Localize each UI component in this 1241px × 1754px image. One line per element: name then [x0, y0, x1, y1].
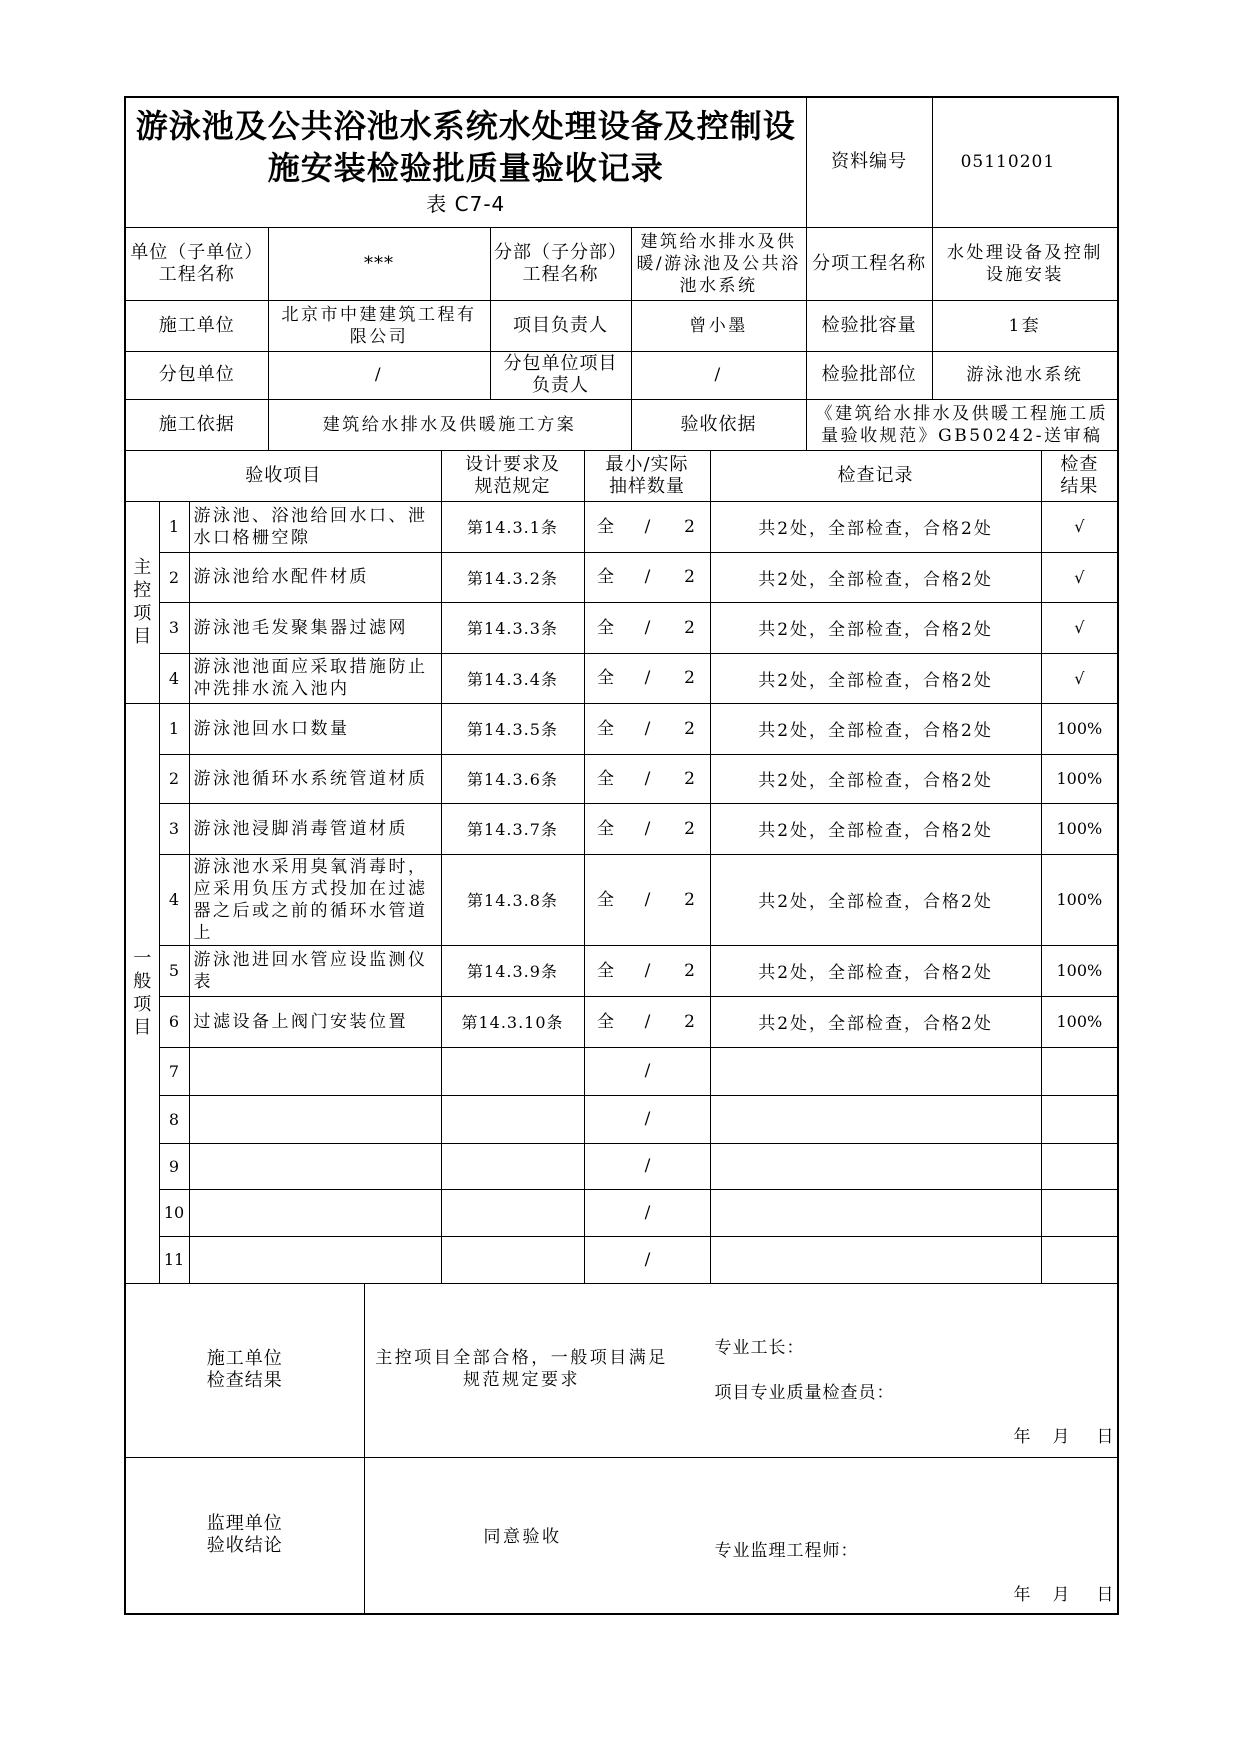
general-item-row	[125, 703, 1118, 754]
check-result: √	[1041, 602, 1118, 653]
sample-quantity-grid	[585, 1108, 710, 1130]
item-description: 游泳池回水口数量	[189, 703, 441, 754]
contractor-check-row	[125, 1283, 1118, 1457]
item-number: 8	[159, 1095, 189, 1143]
check-record: 共2处，全部检查，合格2处	[710, 653, 1041, 703]
item-number: 11	[159, 1236, 189, 1283]
contractor-value: 北京市中建建筑工程有限公司	[268, 300, 490, 351]
form-number: 表 C7-4	[426, 192, 506, 217]
sample-min: 全	[597, 960, 614, 981]
check-record: 共2处，全部检查，合格2处	[710, 945, 1041, 996]
sample-separator: /	[644, 1202, 651, 1223]
item-description	[189, 1189, 441, 1236]
sample-actual	[669, 1108, 711, 1130]
sample-quantity	[584, 1095, 710, 1143]
sample-actual	[669, 1249, 711, 1271]
sample-min: 全	[597, 516, 614, 537]
sample-quantity-grid	[585, 617, 710, 639]
main-control-row	[125, 552, 1118, 602]
spec-clause: 第14.3.1条	[441, 501, 584, 552]
sample-quantity-grid	[585, 768, 710, 790]
check-result: 100%	[1041, 754, 1118, 803]
project-row	[125, 227, 1118, 300]
item-number: 2	[159, 754, 189, 803]
sample-actual: 2	[684, 960, 695, 981]
date-day-label: 日	[1096, 1584, 1115, 1605]
general-item-row	[125, 1047, 1118, 1095]
check-result	[1041, 1095, 1118, 1143]
sample-actual	[669, 1060, 711, 1082]
inspection-record-table	[124, 96, 1119, 1615]
check-result	[1041, 1189, 1118, 1236]
sample-quantity	[584, 1047, 710, 1095]
sample-quantity	[584, 602, 710, 653]
subcontractor-row	[125, 351, 1118, 399]
general-item-row	[125, 996, 1118, 1047]
unit-project-value: ***	[268, 227, 490, 300]
form-title-cell	[125, 97, 806, 227]
check-record: 共2处，全部检查，合格2处	[710, 602, 1041, 653]
supervisor-conclusion: 同意验收	[483, 1526, 562, 1547]
construction-basis-value: 建筑给水排水及供暖施工方案	[268, 399, 631, 450]
check-record: 共2处，全部检查，合格2处	[710, 996, 1041, 1047]
general-item-row	[125, 1189, 1118, 1236]
sample-min: 全	[597, 889, 614, 910]
check-record	[710, 1095, 1041, 1143]
project-manager-label: 项目负责人	[490, 300, 631, 351]
check-result: 100%	[1041, 996, 1118, 1047]
check-record	[710, 1143, 1041, 1189]
sample-quantity-grid	[585, 1155, 710, 1177]
spec-clause: 第14.3.10条	[441, 996, 584, 1047]
sample-actual: 2	[684, 617, 695, 638]
sample-min: 全	[597, 718, 614, 739]
supervisor-check-label: 监理单位验收结论	[206, 1513, 283, 1557]
column-header-item: 验收项目	[125, 450, 441, 501]
check-result: 100%	[1041, 803, 1118, 854]
general-item-row	[125, 754, 1118, 803]
spec-clause: 第14.3.3条	[441, 602, 584, 653]
item-description	[189, 1236, 441, 1283]
column-header-row	[125, 450, 1118, 501]
quality-inspector-signature-label: 项目专业质量检查员：	[714, 1383, 895, 1403]
check-result	[1041, 1143, 1118, 1189]
check-result: 100%	[1041, 703, 1118, 754]
item-number: 2	[159, 552, 189, 602]
sample-actual	[669, 1202, 711, 1224]
sample-quantity-grid	[585, 1249, 710, 1271]
general-item-row	[125, 803, 1118, 854]
check-result	[1041, 1047, 1118, 1095]
sample-quantity-grid	[585, 667, 710, 689]
check-result: 100%	[1041, 945, 1118, 996]
check-record: 共2处，全部检查，合格2处	[710, 552, 1041, 602]
contractor-label: 施工单位	[125, 300, 268, 351]
date-month-label: 月	[1052, 1427, 1071, 1447]
sample-separator: /	[644, 516, 651, 537]
contractor-check-label: 施工单位检查结果	[206, 1348, 283, 1391]
sample-quantity-grid	[585, 1060, 710, 1082]
item-description: 游泳池、浴池给回水口、泄水口格栅空隙	[189, 501, 441, 552]
record-no-value: 05110201	[932, 97, 1118, 227]
sample-separator: /	[644, 768, 651, 789]
construction-basis-label: 施工依据	[125, 399, 268, 450]
sample-quantity	[584, 854, 710, 945]
sample-quantity	[584, 552, 710, 602]
sample-quantity	[584, 996, 710, 1047]
item-number: 1	[159, 501, 189, 552]
item-description	[189, 1095, 441, 1143]
contractor-check-label-cell	[125, 1283, 364, 1457]
sample-min: 全	[597, 617, 614, 638]
item-description: 游泳池毛发聚集器过滤网	[189, 602, 441, 653]
column-header-record: 检查记录	[710, 450, 1041, 501]
sample-actual: 2	[684, 567, 695, 587]
sign-off-section	[125, 1283, 1118, 1614]
item-number: 5	[159, 945, 189, 996]
batch-capacity-label: 检验批容量	[806, 300, 932, 351]
sub-item-value: 水处理设备及控制设施安装	[932, 227, 1118, 300]
spec-clause: 第14.3.6条	[441, 754, 584, 803]
contractor-conclusion: 主控项目全部合格，一般项目满足规范规定要求	[375, 1348, 668, 1390]
sample-actual: 2	[684, 718, 695, 739]
form-title-line-2: 施安装检验批质量验收记录	[267, 149, 664, 188]
date-year-label: 年	[1013, 1584, 1032, 1605]
sample-quantity	[584, 803, 710, 854]
check-record	[710, 1189, 1041, 1236]
supervising-engineer-signature-label: 专业监理工程师：	[714, 1540, 859, 1561]
spec-clause: 第14.3.8条	[441, 854, 584, 945]
sample-min	[585, 1155, 627, 1177]
sample-min	[585, 1060, 627, 1082]
project-manager-value: 曾小墨	[631, 300, 806, 351]
sample-actual: 2	[684, 516, 695, 537]
spec-clause	[441, 1143, 584, 1189]
sample-min: 全	[597, 818, 614, 839]
column-header-sample: 最小/实际抽样数量	[584, 450, 710, 501]
main-control-row	[125, 602, 1118, 653]
contractor-check-content	[364, 1283, 1118, 1457]
item-number: 3	[159, 602, 189, 653]
check-record: 共2处，全部检查，合格2处	[710, 703, 1041, 754]
sample-quantity-grid	[585, 889, 710, 911]
sample-quantity	[584, 501, 710, 552]
item-number: 3	[159, 803, 189, 854]
sample-quantity-grid	[585, 818, 710, 840]
general-item-row	[125, 1095, 1118, 1143]
subcontractor-label: 分包单位	[125, 351, 268, 399]
spec-clause	[441, 1095, 584, 1143]
check-result	[1041, 1236, 1118, 1283]
item-description: 游泳池浸脚消毒管道材质	[189, 803, 441, 854]
column-header-spec: 设计要求及规范规定	[441, 450, 584, 501]
spec-clause: 第14.3.2条	[441, 552, 584, 602]
check-record	[710, 1236, 1041, 1283]
spec-clause	[441, 1189, 584, 1236]
date-month-label: 月	[1052, 1584, 1071, 1605]
sample-min	[585, 1202, 627, 1224]
sample-quantity-grid	[585, 566, 710, 588]
sample-separator: /	[644, 818, 651, 839]
form-header	[125, 97, 1118, 501]
sample-quantity	[584, 1143, 710, 1189]
supervisor-check-content	[364, 1457, 1118, 1614]
sample-separator: /	[644, 617, 651, 638]
sample-separator: /	[644, 1061, 651, 1081]
sample-min	[585, 1249, 627, 1271]
general-item-row	[125, 854, 1118, 945]
sample-min: 全	[597, 768, 614, 789]
sample-quantity	[584, 1189, 710, 1236]
sample-actual: 2	[684, 768, 695, 789]
date-day-label: 日	[1096, 1427, 1115, 1447]
batch-location-value: 游泳池水系统	[932, 351, 1118, 399]
sample-quantity	[584, 653, 710, 703]
division-value: 建筑给水排水及供暖/游泳池及公共浴池水系统	[631, 227, 806, 300]
general-item-row	[125, 945, 1118, 996]
sample-separator: /	[644, 889, 651, 910]
column-header-result: 检查结果	[1041, 450, 1118, 501]
sample-quantity	[584, 703, 710, 754]
sample-actual: 2	[684, 889, 695, 910]
sample-quantity	[584, 945, 710, 996]
sample-actual: 2	[684, 668, 695, 688]
sample-min: 全	[597, 567, 614, 587]
spec-clause: 第14.3.9条	[441, 945, 584, 996]
sample-separator: /	[644, 960, 651, 981]
item-number: 7	[159, 1047, 189, 1095]
subcontractor-value: /	[268, 351, 490, 399]
item-number: 6	[159, 996, 189, 1047]
batch-capacity-value: 1套	[932, 300, 1118, 351]
sample-actual: 2	[684, 818, 695, 839]
item-number: 9	[159, 1143, 189, 1189]
sample-separator: /	[644, 567, 651, 587]
contractor-row	[125, 300, 1118, 351]
supervisor-check-row	[125, 1457, 1118, 1614]
general-item-row	[125, 1143, 1118, 1189]
main-control-row	[125, 501, 1118, 552]
sample-quantity	[584, 1236, 710, 1283]
sample-quantity-grid	[585, 516, 710, 538]
unit-project-label: 单位（子单位）工程名称	[125, 227, 268, 300]
sample-separator: /	[644, 1011, 651, 1032]
item-description	[189, 1143, 441, 1189]
check-record	[710, 1047, 1041, 1095]
sample-actual	[669, 1155, 711, 1177]
item-description: 游泳池池面应采取措施防止冲洗排水流入池内	[189, 653, 441, 703]
item-description: 游泳池进回水管应设监测仪表	[189, 945, 441, 996]
spec-clause	[441, 1236, 584, 1283]
supervisor-check-label-cell	[125, 1457, 364, 1614]
sample-quantity	[584, 754, 710, 803]
main-control-category: 主控项目	[125, 501, 159, 703]
acceptance-basis-value: 《建筑给水排水及供暖工程施工质量验收规范》GB50242-送审稿	[806, 399, 1118, 450]
sample-quantity-grid	[585, 1011, 710, 1033]
check-record: 共2处，全部检查，合格2处	[710, 754, 1041, 803]
sample-quantity-grid	[585, 1202, 710, 1224]
acceptance-basis-label: 验收依据	[631, 399, 806, 450]
basis-row	[125, 399, 1118, 450]
spec-clause: 第14.3.7条	[441, 803, 584, 854]
sample-separator: /	[644, 1249, 651, 1270]
spec-clause: 第14.3.5条	[441, 703, 584, 754]
sample-separator: /	[644, 1156, 651, 1176]
item-number: 10	[159, 1189, 189, 1236]
item-number: 1	[159, 703, 189, 754]
sub-item-label: 分项工程名称	[806, 227, 932, 300]
subcontractor-manager-label: 分包单位项目负责人	[490, 351, 631, 399]
check-result: √	[1041, 552, 1118, 602]
sample-separator: /	[644, 1109, 651, 1129]
foreman-signature-label: 专业工长：	[714, 1338, 805, 1358]
sample-min	[585, 1108, 627, 1130]
item-description	[189, 1047, 441, 1095]
check-result: √	[1041, 653, 1118, 703]
inspection-items	[125, 501, 1118, 1283]
sample-quantity-grid	[585, 718, 710, 740]
item-number: 4	[159, 854, 189, 945]
sample-min: 全	[597, 1011, 614, 1032]
sample-quantity-grid	[585, 960, 710, 982]
check-result: √	[1041, 501, 1118, 552]
spec-clause	[441, 1047, 584, 1095]
sample-separator: /	[644, 718, 651, 739]
check-record: 共2处，全部检查，合格2处	[710, 854, 1041, 945]
item-number: 4	[159, 653, 189, 703]
item-description: 游泳池给水配件材质	[189, 552, 441, 602]
sample-separator: /	[644, 668, 651, 688]
item-description: 游泳池循环水系统管道材质	[189, 754, 441, 803]
division-label: 分部（子分部）工程名称	[490, 227, 631, 300]
date-year-label: 年	[1013, 1427, 1032, 1447]
general-category: 一般项目	[125, 703, 159, 1283]
batch-location-label: 检验批部位	[806, 351, 932, 399]
title-row	[125, 97, 1118, 227]
item-description: 过滤设备上阀门安装位置	[189, 996, 441, 1047]
sample-actual: 2	[684, 1011, 695, 1032]
spec-clause: 第14.3.4条	[441, 653, 584, 703]
sample-min: 全	[597, 668, 614, 688]
check-result: 100%	[1041, 854, 1118, 945]
general-item-row	[125, 1236, 1118, 1283]
check-record: 共2处，全部检查，合格2处	[710, 501, 1041, 552]
subcontractor-manager-value: /	[631, 351, 806, 399]
record-no-label: 资料编号	[806, 97, 932, 227]
main-control-row	[125, 653, 1118, 703]
form-title-line-1: 游泳池及公共浴池水系统水处理设备及控制设	[135, 107, 796, 146]
item-description: 游泳池水采用臭氧消毒时，应采用负压方式投加在过滤器之后或之前的循环水管道上	[189, 854, 441, 945]
check-record: 共2处，全部检查，合格2处	[710, 803, 1041, 854]
